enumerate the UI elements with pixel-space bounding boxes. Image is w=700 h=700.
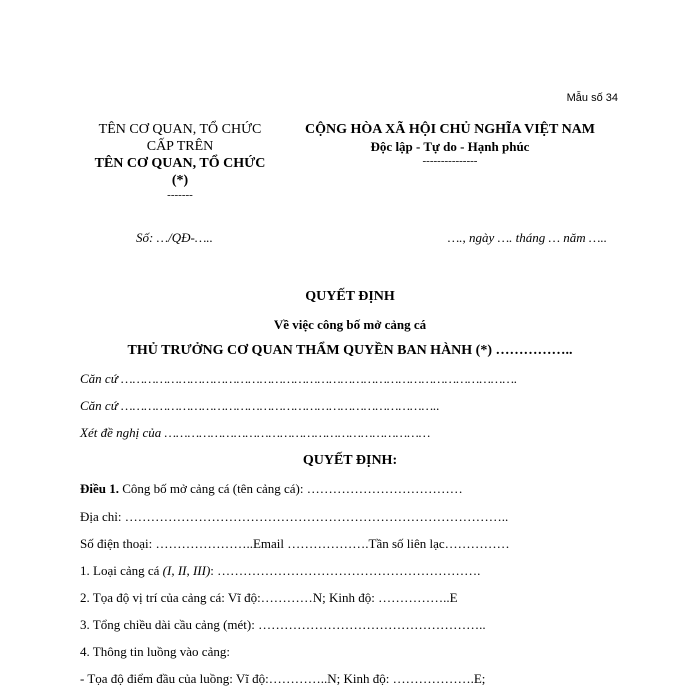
issuing-agency-header	[80, 121, 280, 201]
article-1-text: Công bố mở cảng cá (tên cảng cá): ………………………………	[119, 481, 463, 496]
article-1	[80, 481, 463, 497]
parent-agency-line1: TÊN CƠ QUAN, TỔ CHỨC	[98, 122, 262, 137]
national-header	[285, 121, 615, 167]
port-position-line: 2. Tọa độ vị trí của cảng cá: Vĩ độ:…………N; Kinh độ: ……………..E	[80, 590, 458, 605]
issuing-authority: THỦ TRƯỞNG CƠ QUAN THẨM QUYỀN BAN HÀNH (*) ……………..	[127, 343, 573, 358]
article-1-label: Điều 1.	[80, 481, 119, 496]
port-type-classes: (I, II, III)	[162, 563, 211, 578]
national-motto: Độc lập - Tự do - Hạnh phúc	[370, 139, 530, 154]
channel-info-line: 4. Thông tin luồng vào cảng:	[80, 644, 230, 659]
parent-agency-line2: CẤP TRÊN	[146, 139, 214, 154]
agency-asterisk: (*)	[171, 173, 189, 188]
agency-name: TÊN CƠ QUAN, TỔ CHỨC	[94, 156, 266, 171]
decision-heading: QUYẾT ĐỊNH:	[302, 453, 398, 468]
left-header-rule: -------	[167, 189, 193, 201]
port-type-line	[80, 563, 480, 579]
port-type-prefix: 1. Loại cảng cá	[80, 563, 163, 578]
form-number: Mẫu số 34	[566, 92, 618, 104]
document-number: Số: …/QĐ-…..	[136, 230, 213, 245]
basis-line: Căn cứ ………………………………………………………………………..	[80, 398, 440, 413]
contact-line: Số điện thoại: …………………..Email ……………….Tần số liên lạc……………	[80, 536, 510, 551]
right-header-rule: ---------------	[422, 155, 478, 167]
basis-line: Căn cứ ………………………………………………………………………………………….	[80, 371, 518, 386]
country-name: CỘNG HÒA XÃ HỘI CHỦ NGHĨA VIỆT NAM	[304, 122, 595, 137]
document-subject: Về việc công bố mở cảng cá	[273, 317, 427, 332]
date-line: …., ngày …. tháng … năm …..	[447, 230, 607, 245]
pier-length-line: 3. Tổng chiều dài cầu cảng (mét): ……………………………………………..	[80, 617, 486, 632]
address-line: Địa chỉ: ……………………………………………………………………………..	[80, 509, 509, 524]
document-title: QUYẾT ĐỊNH	[305, 289, 395, 304]
channel-start-line: - Tọa độ điểm đầu của luồng: Vĩ độ:…………..N; Kinh độ: ……………….E;	[80, 671, 486, 686]
proposal-line: Xét đề nghị của ……………………………………………………………	[80, 425, 431, 440]
port-type-suffix: : …………………………………………………….	[210, 563, 481, 578]
